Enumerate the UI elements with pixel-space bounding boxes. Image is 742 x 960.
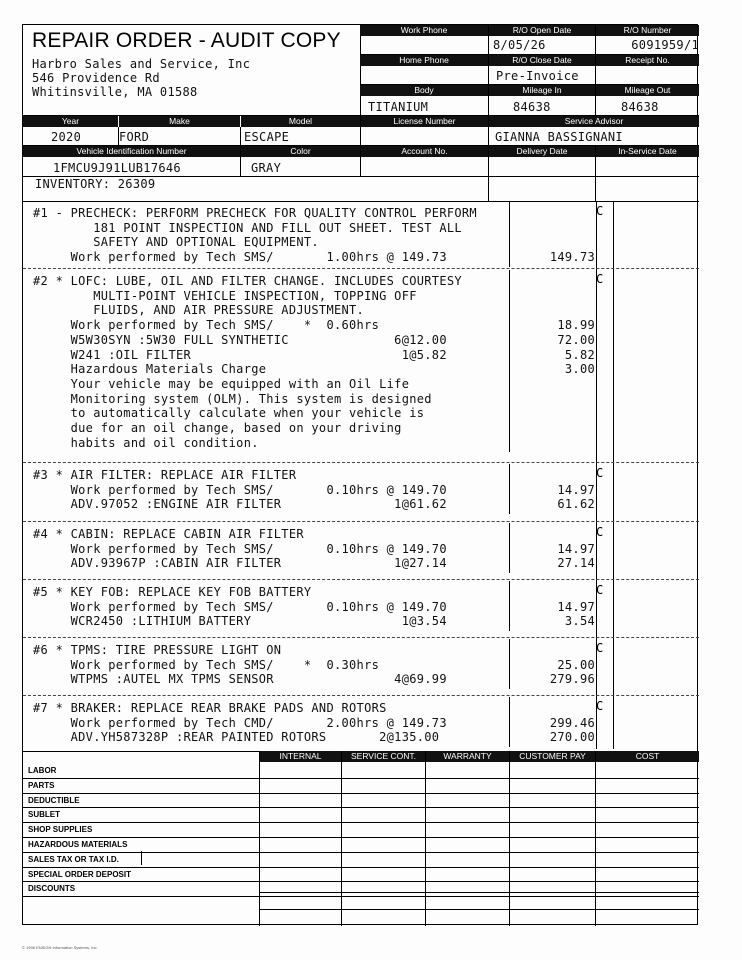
totals-row-label: HAZARDOUS MATERIALS [28, 840, 128, 849]
job-pay-code: C [596, 699, 604, 713]
job-line: Work performed by Tech SMS/ * 0.30hrs [33, 657, 380, 672]
work-phone-label: Work Phone [360, 25, 488, 36]
ro-close-date-label: R/O Close Date [489, 55, 595, 66]
totals-extra-rule [259, 892, 699, 893]
ro-number-value: 6091959/1 [631, 38, 699, 52]
repair-order-form [22, 24, 698, 925]
job-line: Monitoring system (OLM). This system is designed [33, 391, 432, 406]
col-internal: INTERNAL [260, 751, 341, 762]
job-pay-code: C [596, 583, 604, 597]
ro-close-date-value: Pre-Invoice [496, 69, 579, 83]
delivery-date-label: Delivery Date [489, 146, 595, 157]
totals-row-label: LABOR [28, 766, 57, 775]
totals-extra-rule [259, 909, 699, 910]
license-number-label: License Number [361, 116, 488, 127]
job-title: #3 * AIR FILTER: REPLACE AIR FILTER [33, 468, 297, 482]
totals-row-rule [23, 867, 699, 868]
totals-row-label: DISCOUNTS [28, 884, 76, 894]
job-line: Work performed by Tech SMS/ 1.00hrs @ 149.73 [33, 250, 447, 265]
job-line: 181 POINT INSPECTION AND FILL OUT SHEET. TEST ALL [33, 220, 462, 235]
amount-separator [509, 464, 510, 514]
totals-row-label: DEDUCTIBLE [28, 795, 80, 805]
vin-label: Vehicle Identification Number [23, 146, 240, 157]
job-line: WCR2450 :LITHIUM BATTERY 1@3.54 [33, 614, 447, 629]
job-divider [23, 637, 699, 638]
job-line: Work performed by Tech SMS/ * 0.60hrs [33, 318, 380, 333]
year-label: Year [23, 116, 118, 127]
mileage-in-label: Mileage In [489, 85, 595, 96]
job-pay-code: C [596, 204, 604, 218]
year-value: 2020 [51, 130, 82, 144]
document-title: REPAIR ORDER - AUDIT COPY [32, 29, 341, 52]
mileage-in-value: 84638 [513, 100, 551, 114]
amount-separator [509, 639, 510, 689]
job-line: FLUIDS, AND AIR PRESSURE ADJUSTMENT. [33, 303, 365, 318]
job-line: W5W30SYN :5W30 FULL SYNTHETIC 6@12.00 [33, 332, 447, 347]
job-amount: 25.00 [557, 657, 595, 672]
totals-row-rule [23, 881, 699, 882]
in-service-date-label: In-Service Date [596, 146, 699, 157]
job-pay-code: C [596, 525, 604, 539]
job-amount: 149.73 [549, 250, 595, 265]
job-line: ADV.93967P :CABIN AIR FILTER 1@27.14 [33, 556, 447, 571]
job-title: #7 * BRAKER: REPLACE REAR BRAKE PADS AND ROTORS [33, 701, 387, 715]
job-line: ADV.YH587328P :REAR PAINTED ROTORS 2@135.00 [33, 730, 440, 745]
job-line: to automatically calculate when your vehicle is [33, 406, 425, 421]
job-title: #5 * KEY FOB: REPLACE KEY FOB BATTERY [33, 585, 312, 599]
make-label: Make [119, 116, 240, 127]
model-label: Model [241, 116, 360, 127]
totals-row-label: PARTS [28, 780, 55, 790]
job-amount: 3.54 [564, 614, 595, 629]
job-amount: 279.96 [549, 672, 595, 687]
job-amount: 27.14 [557, 556, 595, 571]
totals-row-rule [23, 896, 699, 897]
job-amount: 14.97 [557, 541, 595, 556]
job-amount: 72.00 [557, 332, 595, 347]
job-line: Hazardous Materials Charge [33, 362, 267, 377]
job-title: #1 - PRECHECK: PERFORM PRECHECK FOR QUALITY CONTROL PERFORM [33, 206, 477, 220]
vin-value: 1FMCU9J91LUB17646 [53, 161, 181, 175]
job-amount: 61.62 [557, 497, 595, 512]
dealer-address [32, 57, 250, 99]
job-amount: 14.97 [557, 599, 595, 614]
job-amount: 3.00 [564, 362, 595, 377]
mileage-out-label: Mileage Out [596, 85, 699, 96]
body-value: TITANIUM [368, 100, 429, 114]
home-phone-label: Home Phone [360, 55, 488, 66]
job-amount: 14.97 [557, 482, 595, 497]
job-divider [23, 695, 699, 696]
col-customer-pay: CUSTOMER PAY [510, 751, 595, 762]
job-divider [23, 268, 699, 269]
job-amount: 299.46 [549, 715, 595, 730]
job-divider [23, 579, 699, 580]
totals-row-rule [23, 852, 699, 853]
job-amount: 5.82 [564, 347, 595, 362]
color-label: Color [241, 146, 360, 157]
totals-row-rule [23, 793, 699, 794]
job-line: Work performed by Tech SMS/ 0.10hrs @ 149.70 [33, 482, 447, 497]
amount-separator [509, 523, 510, 573]
dealer-street: 546 Providence Rd [32, 71, 160, 85]
mileage-out-value: 84638 [621, 100, 659, 114]
totals-row-label: SALES TAX OR TAX I.D. [28, 854, 119, 864]
job-line: MULTI-POINT VEHICLE INSPECTION, TOPPING OFF [33, 288, 417, 303]
receipt-no-label: Receipt No. [596, 55, 699, 66]
job-line: Work performed by Tech SMS/ 0.10hrs @ 149.70 [33, 541, 447, 556]
totals-row-label: SPECIAL ORDER DEPOSIT [28, 869, 131, 879]
dealer-city: Whitinsville, MA 01588 [32, 85, 198, 99]
col-warranty: WARRANTY [426, 751, 509, 762]
job-line: Work performed by Tech CMD/ 2.00hrs @ 149.73 [33, 715, 447, 730]
ro-number-label: R/O Number [596, 25, 699, 36]
footer-copyright: © 1996 ENSIGN Information Systems, Inc. [22, 945, 98, 950]
job-divider [23, 462, 699, 463]
job-divider [23, 521, 699, 522]
dealer-name: Harbro Sales and Service, Inc [32, 57, 251, 71]
job-pay-code: C [596, 641, 604, 655]
totals-row-rule [23, 807, 699, 808]
col-cost: COST [596, 751, 699, 762]
service-advisor-value: GIANNA BASSIGNANI [495, 130, 623, 144]
job-line: due for an oil change, based on your driving [33, 421, 402, 435]
account-no-label: Account No. [361, 146, 488, 157]
amount-separator [509, 581, 510, 631]
job-line: W241 :OIL FILTER 1@5.82 [33, 347, 447, 362]
job-amount: 18.99 [557, 318, 595, 333]
col-service-contract: SERVICE CONT. [342, 751, 425, 762]
service-advisor-label: Service Advisor [489, 116, 699, 127]
job-line: Work performed by Tech SMS/ 0.10hrs @ 149.70 [33, 599, 447, 614]
job-line: SAFETY AND OPTIONAL EQUIPMENT. [33, 235, 319, 250]
ro-open-date-value: 8/05/26 [493, 38, 546, 52]
totals-row-rule [23, 837, 699, 838]
job-pay-code: C [596, 272, 604, 286]
job-title: #4 * CABIN: REPLACE CABIN AIR FILTER [33, 527, 304, 541]
amount-separator [509, 697, 510, 747]
job-line: WTPMS :AUTEL MX TPMS SENSOR 4@69.99 [33, 672, 447, 687]
job-title: #2 * LOFC: LUBE, OIL AND FILTER CHANGE. INCLUDES COURTESY [33, 274, 462, 288]
color-value: GRAY [251, 161, 282, 175]
totals-row-label: SHOP SUPPLIES [28, 825, 93, 835]
job-line: ADV.97052 :ENGINE AIR FILTER 1@61.62 [33, 497, 447, 512]
totals-row-rule [23, 778, 699, 779]
amount-separator [509, 202, 510, 267]
amount-separator [509, 270, 510, 452]
totals-row-rule [23, 822, 699, 823]
make-value: FORD [119, 130, 150, 144]
job-line: habits and oil condition. [33, 435, 259, 450]
totals-row-label: SUBLET [28, 810, 60, 820]
model-value: ESCAPE [244, 130, 290, 144]
job-title: #6 * TPMS: TIRE PRESSURE LIGHT ON [33, 643, 282, 657]
body-label: Body [360, 85, 488, 96]
inventory-number: INVENTORY: 26309 [35, 177, 156, 191]
job-pay-code: C [596, 466, 604, 480]
job-line: Your vehicle may be equipped with an Oil Life [33, 376, 410, 391]
job-amount: 270.00 [549, 730, 595, 745]
ro-open-date-label: R/O Open Date [489, 25, 595, 36]
